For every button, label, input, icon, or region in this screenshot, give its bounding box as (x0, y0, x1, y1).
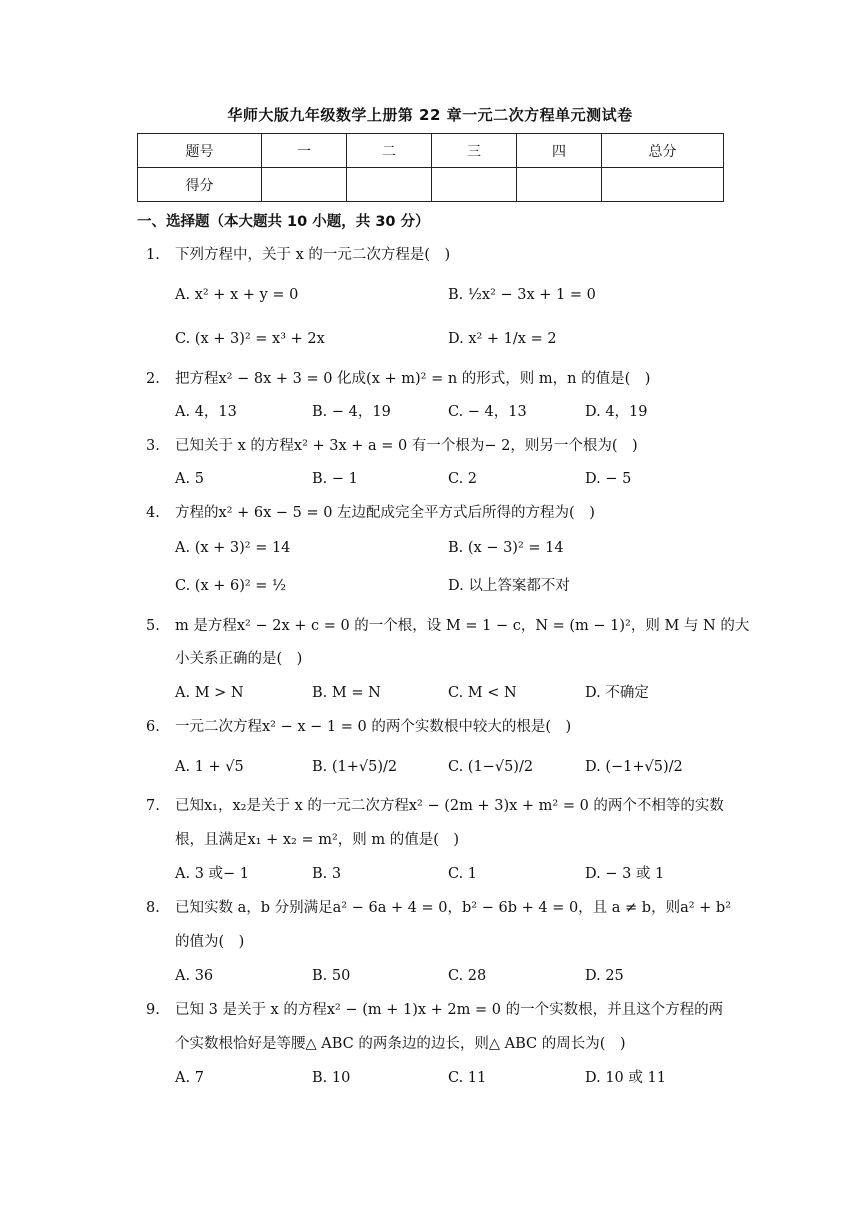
option-c: C. 11 (448, 1070, 487, 1086)
option-b: B. − 4，19 (312, 404, 391, 420)
question-stem-continued: 个实数根恰好是等腰△ ABC 的两条边的边长，则△ ABC 的周长为( ) (175, 1036, 626, 1052)
score-table-header-row (138, 134, 724, 168)
question-stem-continued: 小关系正确的是( ) (175, 651, 303, 667)
score-cell[interactable] (347, 168, 432, 202)
option-a: A. (x + 3)² = 14 (175, 540, 291, 556)
question-stem: 方程的x² + 6x − 5 = 0 左边配成完全平方式后所得的方程为( ) (175, 505, 595, 521)
option-c: C. (x + 3)² = x³ + 2x (175, 331, 325, 347)
question-stem-continued: 根，且满足x₁ + x₂ = m²，则 m 的值是( ) (175, 832, 460, 848)
question-number: 5. (146, 618, 160, 634)
question-number: 1. (146, 247, 160, 263)
question-number: 7. (146, 798, 160, 814)
option-b: B. 10 (312, 1070, 351, 1086)
score-header-cell: 一 (262, 134, 347, 168)
option-c: C. 28 (448, 968, 487, 984)
section-heading: 一、选择题（本大题共 10 小题，共 30 分） (137, 214, 430, 230)
option-c: C. (x + 6)² = ½ (175, 578, 287, 594)
option-b: B. − 1 (312, 471, 358, 487)
question-stem: 已知实数 a，b 分别满足a² − 6a + 4 = 0，b² − 6b + 4 = 0，且 a ≠ b，则a² + b² (175, 900, 732, 916)
question-stem: 把方程x² − 8x + 3 = 0 化成(x + m)² = n 的形式，则 m，n 的值是( ) (175, 371, 651, 387)
option-d: D. 25 (585, 968, 624, 984)
page-title: 华师大版九年级数学上册第 22 章一元二次方程单元测试卷 (227, 106, 633, 124)
question-stem: m 是方程x² − 2x + c = 0 的一个根，设 M = 1 − c，N = (m − 1)²，则 M 与 N 的大 (175, 618, 750, 634)
option-d: D. x² + 1/x = 2 (448, 331, 557, 347)
option-b: B. 3 (312, 866, 342, 882)
option-a: A. 3 或− 1 (175, 866, 250, 882)
question-stem: 已知x₁，x₂是关于 x 的一元二次方程x² − (2m + 3)x + m² = 0 的两个不相等的实数 (175, 798, 724, 814)
option-a: A. 7 (175, 1070, 204, 1086)
option-d: D. 以上答案都不对 (448, 578, 570, 594)
option-a: A. M > N (175, 685, 244, 701)
option-a: A. 1 + √5 (175, 759, 244, 775)
score-header-cell: 二 (347, 134, 432, 168)
score-cell[interactable] (432, 168, 517, 202)
score-row-label: 得分 (138, 168, 262, 202)
question-number: 6. (146, 719, 160, 735)
score-cell[interactable] (602, 168, 724, 202)
score-cell[interactable] (262, 168, 347, 202)
question-number: 3. (146, 438, 160, 454)
option-b: B. (x − 3)² = 14 (448, 540, 564, 556)
option-c: C. (1−√5)/2 (448, 759, 534, 775)
option-a: A. x² + x + y = 0 (175, 287, 299, 303)
score-header-cell: 四 (517, 134, 602, 168)
question-number: 9. (146, 1002, 160, 1018)
score-header-cell: 题号 (138, 134, 262, 168)
option-a: A. 36 (175, 968, 214, 984)
option-d: D. − 3 或 1 (585, 866, 665, 882)
option-d: D. − 5 (585, 471, 632, 487)
score-table (137, 133, 724, 202)
option-b: B. 50 (312, 968, 351, 984)
option-d: D. 不确定 (585, 685, 649, 701)
option-b: B. M = N (312, 685, 381, 701)
question-stem-continued: 的值为( ) (175, 934, 245, 950)
option-c: C. 1 (448, 866, 478, 882)
option-c: C. M < N (448, 685, 517, 701)
option-d: D. 4，19 (585, 404, 648, 420)
option-b: B. (1+√5)/2 (312, 759, 398, 775)
option-c: C. 2 (448, 471, 478, 487)
option-b: B. ½x² − 3x + 1 = 0 (448, 287, 596, 303)
option-d: D. 10 或 11 (585, 1070, 666, 1086)
score-header-cell: 三 (432, 134, 517, 168)
score-table-score-row (138, 168, 724, 202)
question-stem: 一元二次方程x² − x − 1 = 0 的两个实数根中较大的根是( ) (175, 719, 572, 735)
score-header-cell: 总分 (602, 134, 724, 168)
question-number: 8. (146, 900, 160, 916)
question-stem: 已知 3 是关于 x 的方程x² − (m + 1)x + 2m = 0 的一个实数根，并且这个方程的两 (175, 1002, 724, 1018)
question-number: 2. (146, 371, 160, 387)
option-d: D. (−1+√5)/2 (585, 759, 683, 775)
option-c: C. − 4，13 (448, 404, 527, 420)
question-stem: 下列方程中，关于 x 的一元二次方程是( ) (175, 247, 451, 263)
option-a: A. 5 (175, 471, 204, 487)
score-cell[interactable] (517, 168, 602, 202)
option-a: A. 4，13 (175, 404, 237, 420)
question-number: 4. (146, 505, 160, 521)
question-stem: 已知关于 x 的方程x² + 3x + a = 0 有一个根为− 2，则另一个根为( ) (175, 438, 638, 454)
